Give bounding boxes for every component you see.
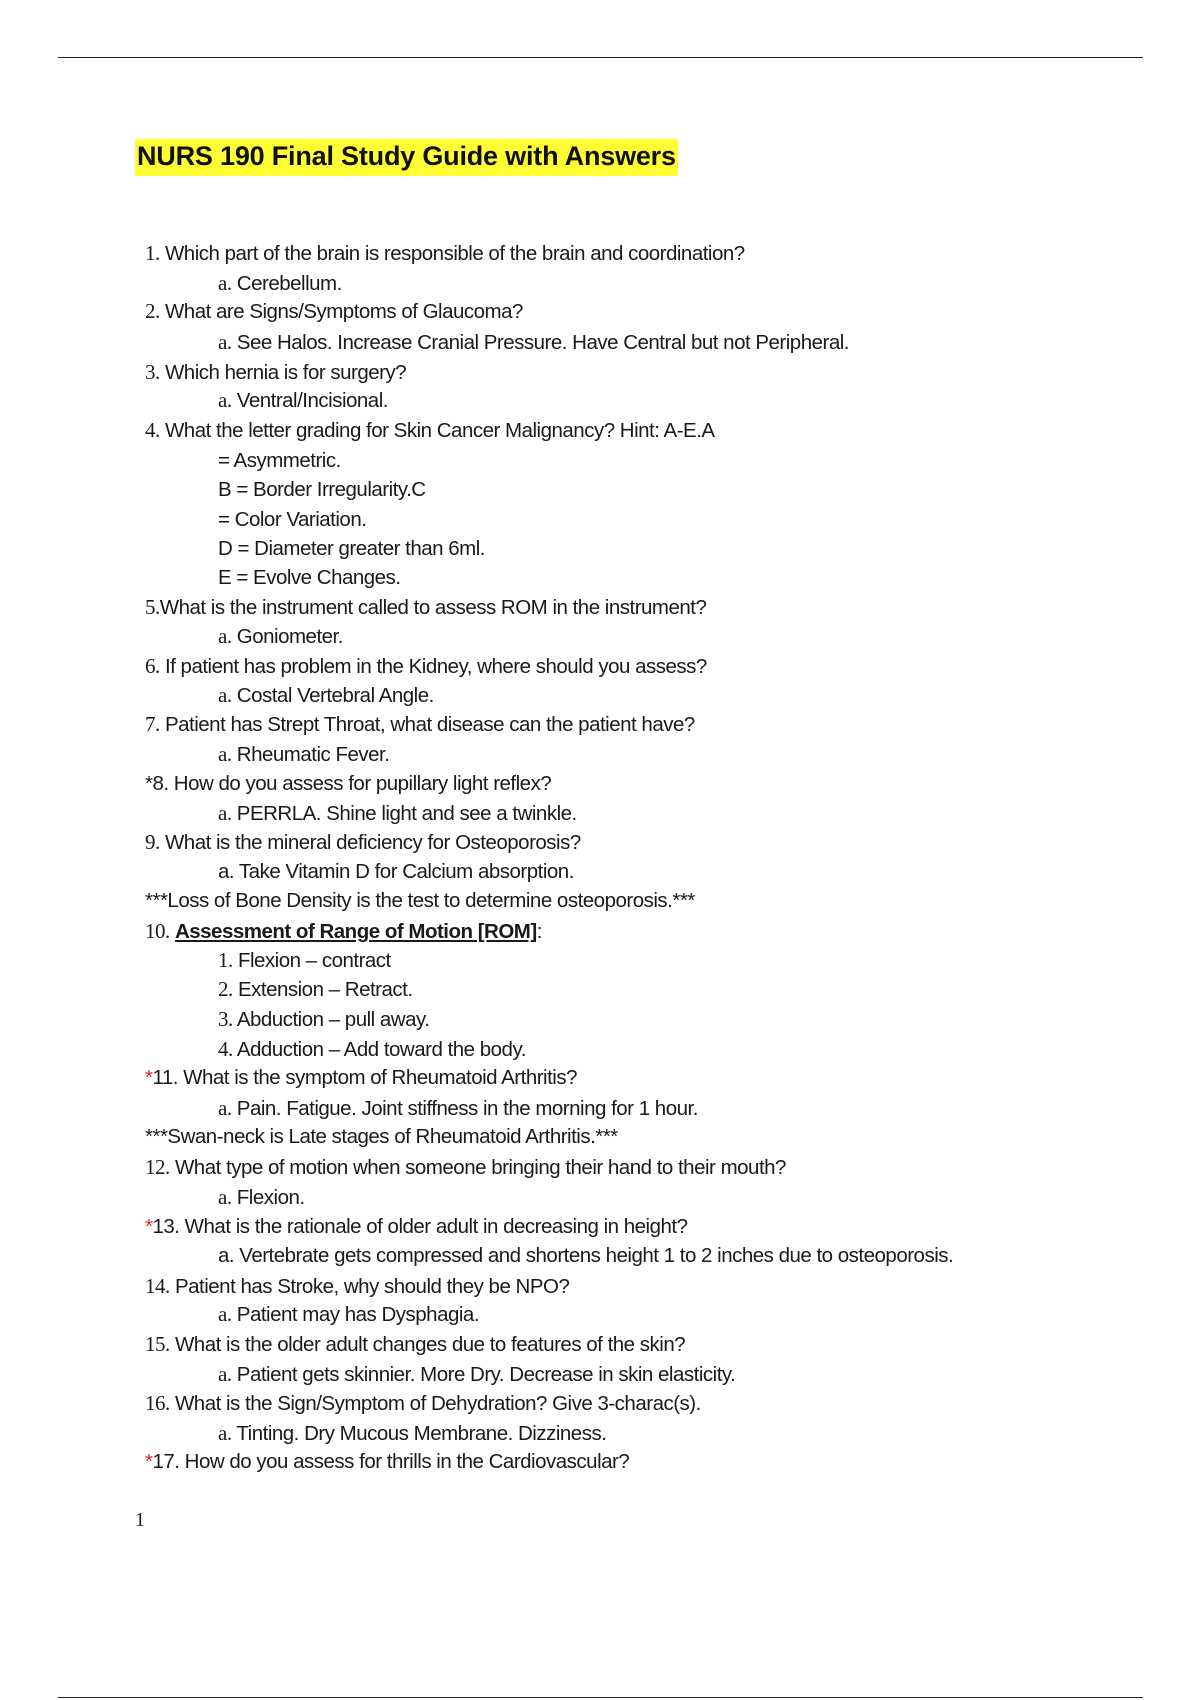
- answer-15: a. Patient gets skinnier. More Dry. Decrease in skin elasticity.: [218, 1362, 736, 1386]
- answer-10-item-4: 4. Adduction – Add toward the body.: [218, 1037, 526, 1061]
- question-16: 16. What is the Sign/Symptom of Dehydration? Give 3-charac(s).: [145, 1391, 701, 1415]
- answer-2: a. See Halos. Increase Cranial Pressure. Have Central but not Peripheral.: [218, 330, 849, 354]
- question-10: 10. Assessment of Range of Motion [ROM]:: [145, 919, 542, 943]
- answer-3: a. Ventral/Incisional.: [218, 388, 388, 412]
- question-11: *11. What is the symptom of Rheumatoid Arthritis?: [145, 1066, 578, 1089]
- page-number: 1: [135, 1509, 145, 1531]
- question-13: *13. What is the rationale of older adult in decreasing in height?: [145, 1215, 688, 1238]
- page-title: NURS 190 Final Study Guide with Answers: [135, 139, 678, 176]
- question-8: *8. How do you assess for pupillary light reflex?: [145, 772, 552, 795]
- question-9: 9. What is the mineral deficiency for Osteoporosis?: [145, 830, 581, 854]
- answer-4-line-2: B = Border Irregularity.C: [218, 478, 426, 501]
- question-17: *17. How do you assess for thrills in the Cardiovascular?: [145, 1450, 630, 1473]
- note-11: ***Swan-neck is Late stages of Rheumatoid Arthritis.***: [145, 1125, 618, 1148]
- answer-10-item-3: 3. Abduction – pull away.: [218, 1007, 430, 1031]
- top-rule: [58, 57, 1143, 58]
- answer-4-line-5: E = Evolve Changes.: [218, 566, 401, 589]
- question-12: 12. What type of motion when someone bringing their hand to their mouth?: [145, 1155, 786, 1179]
- question-14: 14. Patient has Stroke, why should they be NPO?: [145, 1274, 570, 1298]
- answer-12: a. Flexion.: [218, 1185, 305, 1209]
- answer-8: a. PERRLA. Shine light and see a twinkle.: [218, 801, 577, 825]
- answer-16: a. Tinting. Dry Mucous Membrane. Dizziness.: [218, 1421, 607, 1445]
- question-4: 4. What the letter grading for Skin Cancer Malignancy? Hint: A-E.A: [145, 418, 715, 442]
- answer-4-line-4: D = Diameter greater than 6ml.: [218, 537, 485, 560]
- title-block: [135, 139, 678, 176]
- bottom-rule: [58, 1697, 1143, 1698]
- answer-10-item-2: 2. Extension – Retract.: [218, 977, 413, 1001]
- note-9: ***Loss of Bone Density is the test to determine osteoporosis.***: [145, 889, 695, 912]
- question-6: 6. If patient has problem in the Kidney, where should you assess?: [145, 654, 707, 678]
- answer-4-line-3: = Color Variation.: [218, 508, 367, 531]
- answer-14: a. Patient may has Dysphagia.: [218, 1302, 480, 1326]
- question-7: 7. Patient has Strept Throat, what disease can the patient have?: [145, 712, 695, 736]
- answer-10-item-1: 1. Flexion – contract: [218, 948, 391, 972]
- answer-11: a. Pain. Fatigue. Joint stiffness in the morning for 1 hour.: [218, 1096, 698, 1120]
- question-15: 15. What is the older adult changes due to features of the skin?: [145, 1332, 686, 1356]
- answer-6: a. Costal Vertebral Angle.: [218, 683, 434, 707]
- answer-5: a. Goniometer.: [218, 624, 343, 648]
- question-1: 1. Which part of the brain is responsible of the brain and coordination?: [145, 241, 745, 265]
- answer-1: a. Cerebellum.: [218, 271, 342, 295]
- question-2: 2. What are Signs/Symptoms of Glaucoma?: [145, 299, 523, 323]
- answer-7: a. Rheumatic Fever.: [218, 742, 390, 766]
- answer-13: a. Vertebrate gets compressed and shortens height 1 to 2 inches due to osteoporosis.: [218, 1244, 954, 1267]
- answer-4-line-1: = Asymmetric.: [218, 449, 341, 472]
- answer-9: a. Take Vitamin D for Calcium absorption.: [218, 860, 574, 883]
- question-3: 3. Which hernia is for surgery?: [145, 360, 407, 384]
- question-5: 5.What is the instrument called to assess ROM in the instrument?: [145, 595, 707, 619]
